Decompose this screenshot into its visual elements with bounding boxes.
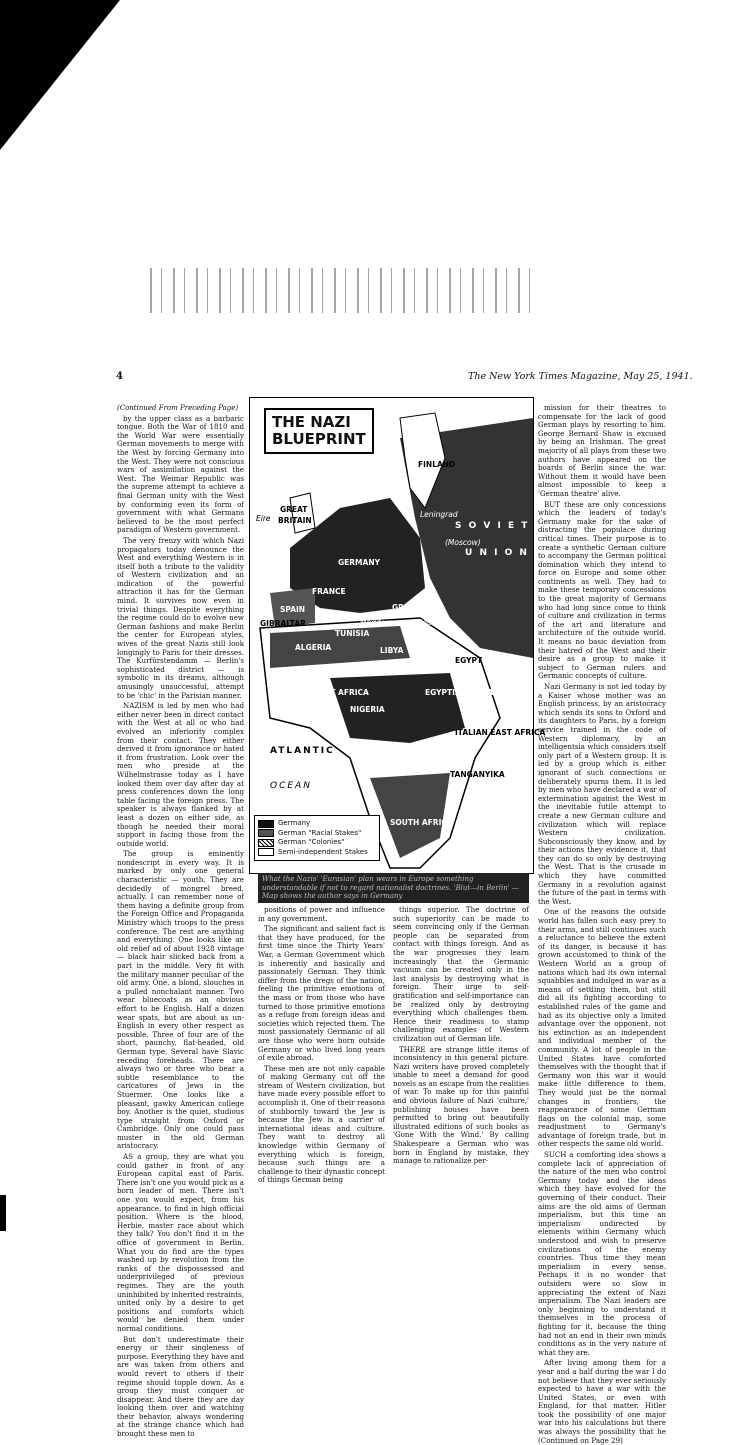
label-union: U N I O N <box>465 548 529 558</box>
paragraph: One of the reasons the outside world has fallen such easy prey to their arms, and still continues such a reluctance to believe the extent of its danger, is because it has grown accustomed to think of the Western World as a group of nations which had its own internal squabbles and indulged in war as a means of settling them, but still did all its fighting according to established rules of the game and had as its objective only a limited advantage over the opponent, not his extinction as an independent and individual member of the community. A lot of people in the United States have comforted themselves with the thought that if Germany won this war it would make little difference to them. They would just be the normal changes in frontiers, the reappearance of some German flags on the colonial map, some readjustment to Germany's advantage of foreign trade, but in other respects the same old world. <box>538 907 666 1149</box>
label-eire: Eire <box>256 514 271 523</box>
paragraph: After living among them for a year and a half during the war I do not believe that they ever seriously expected to have a war with the United States, or even with England, for that matter. Hitler took the possibility of one major war into his calculations but there was always the possibility that he (Continued on Page 29) <box>538 1358 666 1445</box>
label-tanganyika: TANGANYIKA <box>450 770 505 779</box>
paragraph: THERE are strange little items of inconsistency in this general picture. Nazi writers have proved completely unable to meet a demand for good novels as an escape from the realities of war. To make up for this painful and obvious failure of Nazi 'culture,' publishing houses have been permitted to bring out beautifully illustrated editions of such books as 'Gone With the Wind.' By calling Shakespeare a German who was born in England by mistake, they manage to rationalize per- <box>393 1044 529 1166</box>
legend-label: Germany <box>278 819 311 827</box>
legend-swatch <box>258 839 274 847</box>
masthead: The New York Times Magazine, May 25, 1941. <box>468 371 693 382</box>
label-germany: GERMANY <box>338 558 381 567</box>
label-moscow: (Moscow) <box>445 538 481 547</box>
paragraph: The group is eminently nondescript in every way. It is marked by only one general characteristic — youth. They are decidedly of mongrel breed, actually. I can remember none of them having a definite group from the Foreign Office and Propaganda Ministry which troops to the press conference. The rest are anything and everything. One looks like an old relief ad of about 1928 vintage — black hair slicked back from a part in the middle. Very fit with the military manner peculiar of the old army. One, a blond, slouches in a pulled nonchalant manner. Two wear bluecoats as an obvious effort to be English. Half a dozen wear spats, but are about as un-English in every other respect as possible. Three of four are of the short, paunchy, flat-headed, old German type. Several have Slavic receding foreheads. There are always two or three who bear a subtle resemblance to the caricatures of Jews in the Stuermer. One looks like a pleasant, gawky American college boy. Another is the quiet, studious type straight from Oxford or Cambridge. Only one could pass muster in the old German aristocracy. <box>117 849 244 1151</box>
paragraph: things superior. The doctrine of such superiority can be made to seem convincing only if the German people can be separated from contact with things foreign. And as the war progresses they learn increasingly that the Germanic vacuum can be created only in the last analysis by destroying what is foreign. Their urge to self-gratification and self-importance can be realized only by destroying everything which challenges them. Hence their readiness to stamp challenging examples of Western civilization out of German life. <box>393 905 529 1043</box>
label-great: GREAT <box>280 505 308 514</box>
scan-noise <box>150 268 530 313</box>
label-egyptian-sudan: EGYPTIAN SUDAN <box>425 688 500 697</box>
paragraph: The significant and salient fact is that they have produced, for the first time since the Thirty Years' War, a German Government which is inherently and basically and passionately German. They think differ from the dregs of the nation, feeling the primitive emotions of the mass or from those who have turned to those primitive emotions as a refuge from foreign ideas and societies which rejected them. The most passionately Germanic of all are those who were born outside Germany or who lived long years of exile abroad. <box>258 924 385 1063</box>
label-tunisia: TUNISIA <box>335 629 370 638</box>
paragraph: AS a group, they are what you could gather in front of any European capital east of Paris. There isn't one you would pick as a born leader of men. There isn't one you would expect, from his appearance, to find in high official position. Where is the blood, Herbie, master race about which they talk? You don't find it in the office of government in Berlin. What you do find are the types washed up by revolution from the ranks of the dispossessed and underprivileged of previous regimes. They are the youth uninhibited by inherited restraints, united only by a desire to get positions and comforts which would be denied them under normal conditions. <box>117 1152 244 1333</box>
legend-swatch <box>258 848 274 856</box>
paragraph: Nazi Germany is not led today by a Kaiser whose mother was an English princess, by an aristocracy which sends its sons to Oxford and its daughters to Paris, by a foreign service trained in the code of Western diplomacy, by an intelligentsia which considers itself only part of a Western group. It is led by a group which is either ignorant of such connections or deliberately spurns them. It is led by men who have declared a war of extermination against the West in the inevitable futile attempt to create a new German culture and civilization which will replace Western civilization. Subconsciously they know, and by their actions they evidence it, that they can do so only by destroying the West. That is the crusade in which they have committed Germany in a revolution against the future of the past in terms with the West. <box>538 682 666 906</box>
paragraph: BUT these are only concessions which the leaders of today's Germany make for the sake of distracting the populace during critical times. Their purpose is to create a synthetic German culture to accompany the German political domination which they intend to force on Europe and some other continents as well. They had to make these temporary concessions to the great majority of Germans who had long since come to think of culture and civilization in terms of the art and literature and architecture of the outside world. It means no basic deviation from their hatred of the West and their desire as a group to make it subject to German rulers and Germanic concepts of culture. <box>538 499 666 681</box>
label-spain: SPAIN <box>280 605 306 614</box>
paragraph: SUCH a comforting idea shows a complete lack of appreciation of the nature of the men who control Germany today and the ideas which they have evolved for the governing of their conduct. Their aims are the old aims of German imperialism, but this time an imperialism undirected by elements within Germany which understood and wish to preserve civilizations of the enemy countries. Thus time they mean imperialism in every sense. Perhaps it is no wonder that outsiders were so slow in appreciating the extent of Nazi imperialism. The Nazi leaders are only beginning to understand it themselves in the process of fighting for it, because the thing had not an end in their own minds conditions as in the very nature of what they are. <box>538 1150 666 1357</box>
legend-item <box>258 829 376 839</box>
map-title <box>264 408 374 454</box>
map-legend <box>254 815 380 861</box>
article-column-2 <box>258 906 385 1238</box>
label-greece: GREECE <box>392 603 425 612</box>
label-west-africa: FR. WEST AFRICA <box>295 688 369 697</box>
article-column-4 <box>538 403 666 1445</box>
article-column-1 <box>117 404 244 1439</box>
label-belgian-congo: BELGIAN CONGO <box>398 743 468 752</box>
label-atlantic: ATLANTIC <box>270 746 335 756</box>
legend-item <box>258 838 376 848</box>
label-egypt: EGYPT <box>455 656 483 665</box>
legend-swatch <box>258 829 274 837</box>
map-title-line-2: BLUEPRINT <box>272 430 366 448</box>
map-caption: What the Nazis' 'Eurasian' plan wears in Europe something understandable if not to regard nationalist doctrines. 'Blut—in Berlin' — Map shows the author says in Germany <box>258 873 529 903</box>
legend-label: Semi-independent Stakes <box>278 847 368 856</box>
continuation-note: (Continued From Preceding Page) <box>117 404 239 412</box>
legend-label: German "Racial Stakes" <box>278 828 362 837</box>
legend-swatch <box>258 820 274 828</box>
label-libya: LIBYA <box>380 646 404 655</box>
label-france: FRANCE <box>312 587 346 596</box>
label-mediterranean: Mediterranean Sea <box>360 618 432 627</box>
map-title-line-1: THE NAZI <box>272 413 351 431</box>
paragraph: These men are not only capable of making Germany cut off the stream of Western civilization, but have made every possible effort to accomplish it. One of their reasons of stubbornly toward the Jew is because the Jew is a carrier of international ideas and culture. They want to destroy all knowledge within Germany of everything which is foreign, because such things are a challenge to their dynastic concept of things German being <box>258 1063 385 1185</box>
page-number: 4 <box>116 371 123 382</box>
nazi-blueprint-map <box>249 397 546 874</box>
page-header <box>0 371 750 385</box>
label-south-africa: SOUTH AFRICA <box>390 818 453 827</box>
label-nigeria: NIGERIA <box>350 705 385 714</box>
paragraph: NAZISM is led by men who had either never been in direct contact with the West at all or who had evolved an inferiority complex from their contact. They either derived it from ignorance or hated it from frustration. Look over the men who preside at the Wilhelmstrasse today as I have looked them over day after day at press conferences down the long table facing the foreign press. The speaker is always flanked by at least a dozen on either side, as though he needed their moral support in facing those from the outside world. <box>117 701 244 848</box>
legend-item <box>258 848 376 858</box>
label-ocean: OCEAN <box>270 781 312 791</box>
label-finland: FINLAND <box>418 460 456 469</box>
article-column-3 <box>393 906 529 1238</box>
paragraph: The very frenzy with which Nazi propagators today denounce the West and everything Western is in itself both a tribute to the validity of Western civilization and an indication of the powerful attraction it has for the German mind. It survives now even in trivial things. Despite everything the regime could do to evolve new German fashions and make Berlin the center for European styles, wives of the great Nazis still look longingly to Paris for their dresses. The Kurfürstendamm — Berlin's sophisticated district — is symbolic in its dreams, although amusingly unsuccessful, attempt to be 'chic' in the Parisian manner. <box>117 535 244 700</box>
label-soviet: S O V I E T <box>455 521 530 531</box>
label-italian-east-africa: ITALIAN EAST AFRICA <box>455 728 546 737</box>
paragraph: by the upper class as a barbaric tongue. Both the War of 1810 and the World War were essentially German movements to merge with the West by forcing Germany into the West. They were not conscious wars of assimilation against the West. The Weimar Republic was the supreme attempt to achieve a final German unity with the West by conforming even its form of government with what Germans believed to be the most perfect paradigm of Western government. <box>117 413 244 535</box>
scan-edge-mark <box>0 1195 6 1231</box>
paragraph: But don't underestimate their energy or their singleness of purpose. Everything they have and are was taken from others and would revert to others if their regime should topple down. As a group they must conquer or disappear. And there they are day looking them over and watching their behavior, always wondering at the strange chance which had brought these men to <box>117 1334 244 1439</box>
label-algeria: ALGERIA <box>295 643 332 652</box>
label-britain: BRITAIN <box>278 516 312 525</box>
label-gibraltar: GIBRALTAR <box>260 619 306 628</box>
legend-label: German "Colonies" <box>278 838 345 846</box>
label-leningrad: Leningrad <box>420 510 458 519</box>
legend-item <box>258 819 376 829</box>
scan-corner-shadow <box>0 0 120 150</box>
paragraph: positions of power and influence in any government. <box>258 905 385 923</box>
paragraph: mission for their theatres to compensate for the lack of good German plays by resorting to him. George Bernard Shaw is excused by being an Irishman. The great majority of all plays from these two authors have appeared on the boards of Berlin since the war. Without them it would have been almost impossible to keep a 'German theatre' alive. <box>538 403 666 498</box>
map-graphic <box>250 398 533 873</box>
